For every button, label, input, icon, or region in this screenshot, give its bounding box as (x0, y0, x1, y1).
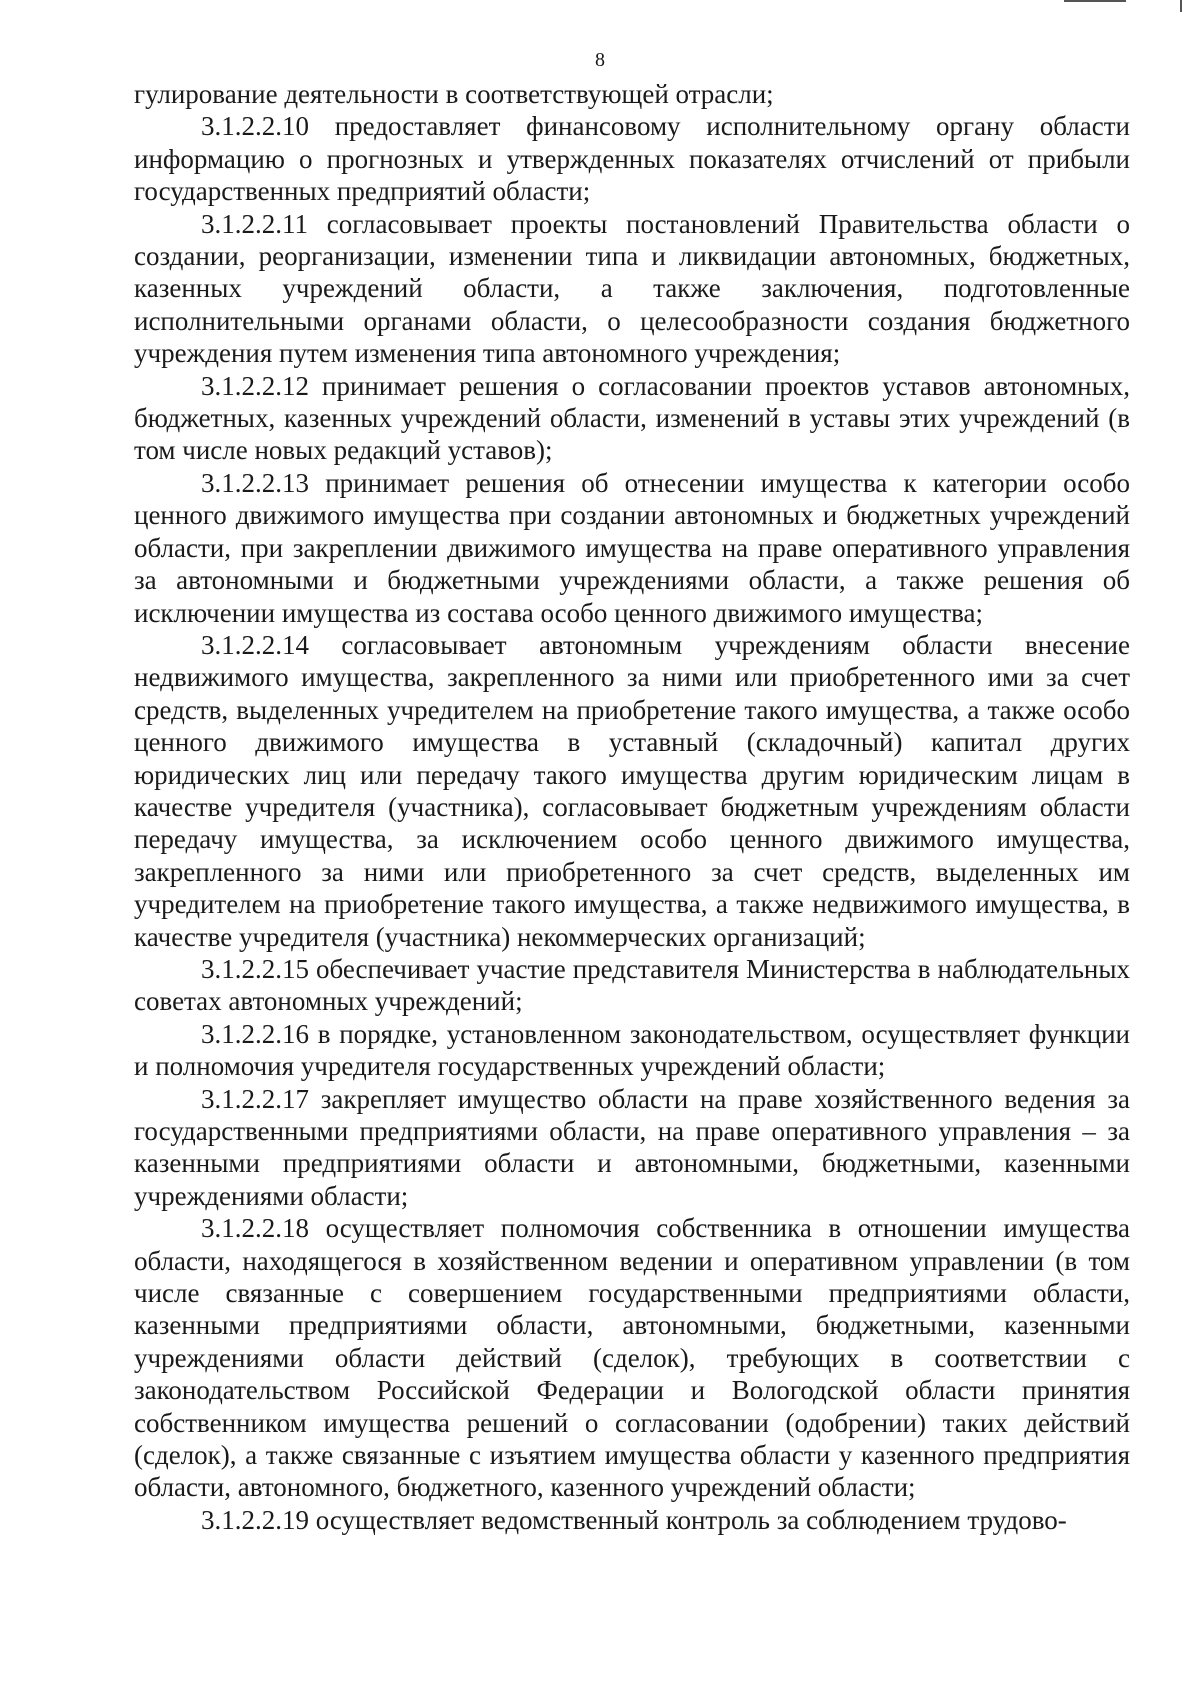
clause-3-1-2-2-17: 3.1.2.2.17 закрепляет имущество области на праве хозяйственного ведения за государственными предприятиями области, на праве оперативного управления – за казенными предприятиями области и автономными, бюджетными, казенными учреждениями области; (134, 1083, 1130, 1211)
clause-3-1-2-2-11: 3.1.2.2.11 согласовывает проекты постановлений Правительства области о создании, реорганизации, изменении типа и ликвидации автономных, бюджетных, казенных учреждений области, а также заключения, подготовленные исполнительными органами области, о целесообразности создания бюджетного учреждения путем изменения типа автономного учреждения; (134, 208, 1130, 369)
clause-3-1-2-2-12: 3.1.2.2.12 принимает решения о согласовании проектов уставов автономных, бюджетных, казенных учреждений области, изменений в уставы этих учреждений (в том числе новых редакций уставов); (134, 370, 1130, 466)
clause-3-1-2-2-13: 3.1.2.2.13 принимает решения об отнесении имущества к категории особо ценного движимого имущества при создании автономных и бюджетных учреждений области, при закреплении движимого имущества на праве оперативного управления за автономными и бюджетными учреждениями области, а также решения об исключении имущества из состава особо ценного движимого имущества; (134, 467, 1130, 628)
scan-artifact (1064, 0, 1126, 2)
clause-3-1-2-2-16: 3.1.2.2.16 в порядке, установленном законодательством, осуществляет функции и полномочия учредителя государственных учреждений области; (134, 1018, 1130, 1082)
scan-artifact (1180, 0, 1182, 12)
document-body (134, 78, 1130, 1536)
clause-3-1-2-2-14: 3.1.2.2.14 согласовывает автономным учреждениям области внесение недвижимого имущества, закрепленного за ними или приобретенного ими за счет средств, выделенных учредителем на приобретение такого имущества, а также особо ценного движимого имущества в уставный (складочный) капитал других юридических лиц или передачу такого имущества другим юридическим лицам в качестве учредителя (участника), согласовывает бюджетным учреждениям области передачу имущества, за исключением особо ценного движимого имущества, закрепленного за ними или приобретенного за счет средств, выделенных им учредителем на приобретение такого имущества, а также недвижимого имущества, в качестве учредителя (участника) некоммерческих организаций; (134, 629, 1130, 952)
page-number: 8 (595, 49, 605, 71)
clause-3-1-2-2-10: 3.1.2.2.10 предоставляет финансовому исполнительному органу области информацию о прогнозных и утвержденных показателях отчислений от прибыли государственных предприятий области; (134, 111, 1130, 207)
clause-3-1-2-2-19: 3.1.2.2.19 осуществляет ведомственный контроль за соблюдением трудово- (201, 1504, 1067, 1535)
paragraph-continuation: гулирование деятельности в соответствующей отрасли; (134, 79, 774, 109)
clause-3-1-2-2-18: 3.1.2.2.18 осуществляет полномочия собственника в отношении имущества области, находящегося в хозяйственном ведении и оперативном управлении (в том числе связанные с совершением государственными предприятиями области, казенными предприятиями области, автономными, бюджетными, казенными учреждениями области действий (сделок), требующих в соответствии с законодательством Российской Федерации и Вологодской области принятия собственником имущества решений о согласовании (одобрении) таких действий (сделок), а также связанные с изъятием имущества области у казенного предприятия области, автономного, бюджетного, казенного учреждений области; (134, 1213, 1130, 1503)
clause-3-1-2-2-15: 3.1.2.2.15 обеспечивает участие представителя Министерства в наблюдательных советах автономных учреждений; (134, 953, 1130, 1017)
